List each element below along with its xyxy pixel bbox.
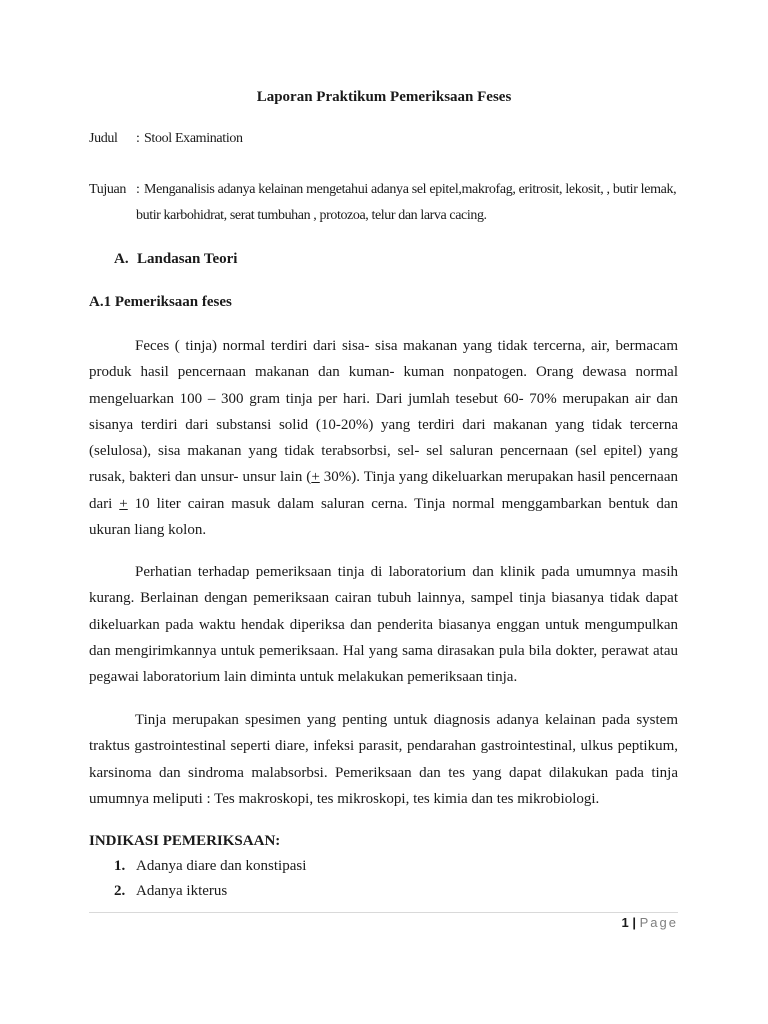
judul-separator: :: [136, 131, 140, 146]
indikasi-heading: INDIKASI PEMERIKSAAN:: [89, 833, 281, 849]
tujuan-line-2: butir karbohidrat, serat tumbuhan , protozoa, telur dan larva cacing.: [136, 208, 487, 223]
paragraph-1-part-3: 10 liter cairan masuk dalam saluran cerna. Tinja normal menggambarkan bentuk dan ukuran liang kolon.: [89, 495, 678, 539]
paragraph-3: [89, 707, 678, 812]
list-item-text: Adanya diare dan konstipasi: [136, 858, 307, 874]
list-item-number: 2.: [114, 883, 126, 899]
list-item-text: Adanya ikterus: [136, 883, 228, 899]
section-a-title: Landasan Teori: [137, 251, 238, 267]
footer-separator: |: [632, 915, 636, 930]
plus-minus-symbol: +: [311, 469, 320, 486]
tujuan-label: Tujuan: [89, 182, 127, 197]
paragraph-2: [89, 559, 678, 690]
paragraph-2-text: Perhatian terhadap pemeriksaan tinja di laboratorium dan klinik pada umumnya masih kurang. Berlainan dengan pemeriksaan cairan tubuh lainnya, sampel tinja biasanya tidak dapat dikeluarkan pada waktu hendak diperiksa dan penderita biasanya enggan untuk mengumpulkan dan mengirimkannya untuk pemeriksaan. Hal yang sama dirasakan pula bila dokter, perawat atau pegawai laboratorium lain diminta untuk melakukan pemeriksaan tinja.: [89, 564, 678, 686]
section-a-heading: [114, 251, 237, 268]
paragraph-1: [89, 333, 678, 543]
paragraph-1-part-2: 30%). Tinja yang dikeluarkan merupakan hasil pencernaan dari: [89, 469, 678, 512]
list-item-number: 1.: [114, 858, 126, 874]
tujuan-separator: :: [136, 182, 140, 197]
document-title: Laporan Praktikum Pemeriksaan Feses: [256, 89, 512, 105]
judul-value: Stool Examination: [144, 131, 243, 146]
paragraph-3-text: Tinja merupakan spesimen yang penting untuk diagnosis adanya kelainan pada system traktus gastrointestinal seperti diare, infeksi parasit, pendarahan gastrointestinal, ulkus peptikum, karsinoma dan sindroma malabsorbsi. Pemeriksaan dan tes yang dapat dilakukan pada tinja umumnya meliputi : Tes makroskopi, tes mikroskopi, tes kimia dan tes mikrobiologi.: [89, 712, 678, 807]
plus-minus-symbol: +: [119, 495, 128, 512]
list-item: [114, 858, 306, 875]
section-a1-heading: A.1 Pemeriksaan feses: [89, 294, 232, 310]
page-word: Page: [639, 915, 678, 930]
tujuan-line-1: Menganalisis adanya kelainan mengetahui adanya sel epitel,makrofag, eritrosit, lekosit, , butir lemak,: [144, 182, 677, 197]
paragraph-1-part-1: Feces ( tinja) normal terdiri dari sisa- sisa makanan yang tidak tercerna, air, bermacam produk hasil pencernaan makanan dan kuman- kuman nonpatogen. Orang dewasa normal mengeluarkan 100 – 300 gram tinja per hari. Dari jumlah tesebut 60- 70% merupakan air dan sisanya terdiri dari substansi solid (10-20%) yang terdiri dari makanan yang tidak tercerna (selulosa), sisa makanan yang tidak terabsorbsi, sel- sel saluran pencernaan (sel epitel) yang rusak, bakteri dan unsur- unsur lain (: [89, 338, 678, 486]
judul-label: Judul: [89, 131, 118, 146]
page-footer: [622, 915, 679, 930]
footer-divider: [89, 912, 678, 913]
list-item: [114, 883, 227, 900]
section-a-marker: A.: [114, 251, 129, 267]
page-number: 1: [621, 915, 629, 930]
